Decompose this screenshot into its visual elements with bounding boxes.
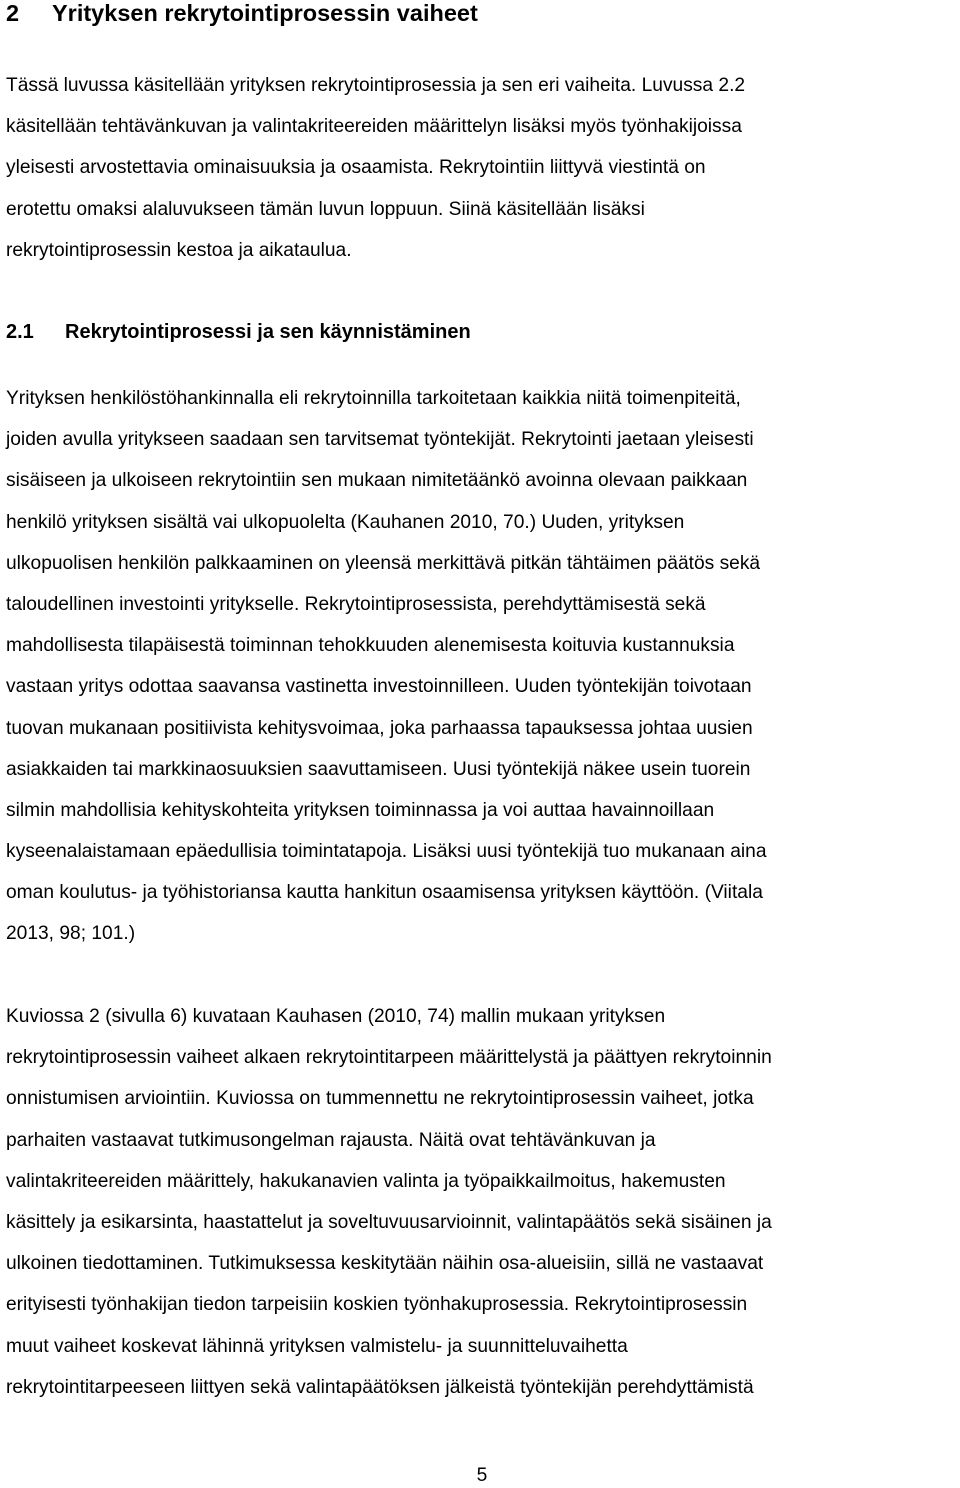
text-line: erotettu omaksi alaluvukseen tämän luvun loppuun. Siinä käsitellään lisäksi xyxy=(6,198,645,220)
text-line: Yrityksen henkilöstöhankinnalla eli rekrytoinnilla tarkoitetaan kaikkia niitä toimenpiteitä, xyxy=(6,388,741,409)
section-heading xyxy=(6,319,471,345)
section-title: Rekrytointiprosessi ja sen käynnistäminen xyxy=(65,321,471,343)
text-line: onnistumisen arviointiin. Kuviossa on tummennettu ne rekrytointiprosessin vaiheet, jotka xyxy=(6,1088,754,1110)
chapter-title: Yrityksen rekrytointiprosessin vaiheet xyxy=(52,0,478,26)
text-line: taloudellinen investointi yritykselle. Rekrytointiprosessista, perehdyttämisestä sekä xyxy=(6,593,706,615)
text-line: silmin mahdollisia kehityskohteita yrityksen toiminnassa ja voi auttaa havainnoillaan xyxy=(6,799,715,821)
text-line: kyseenalaistamaan epäedullisia toimintatapoja. Lisäksi uusi työntekijä tuo mukanaan aina xyxy=(6,841,767,863)
text-line: sisäiseen ja ulkoiseen rekrytointiin sen mukaan nimitetäänkö avoinna olevaan paikkaan xyxy=(6,470,748,492)
intro-paragraph xyxy=(6,65,745,271)
text-line: parhaiten vastaavat tutkimusongelman rajausta. Näitä ovat tehtävänkuvan ja xyxy=(6,1129,656,1151)
text-line: yleisesti arvostettavia ominaisuuksia ja osaamista. Rekrytointiin liittyvä viestintä on xyxy=(6,157,706,179)
text-line: erityisesti työnhakijan tiedon tarpeisiin koskien työnhakuprosessia. Rekrytointiprosessin xyxy=(6,1294,748,1316)
text-line: vastaan yritys odottaa saavansa vastinetta investoinnilleen. Uuden työntekijän toivotaan xyxy=(6,676,752,698)
page-number: 5 xyxy=(476,1465,488,1486)
text-line: asiakkaiden tai markkinaosuuksien saavuttamiseen. Uusi työntekijä näkee usein tuorein xyxy=(6,758,751,780)
text-line: rekrytointiprosessin kestoa ja aikataulua. xyxy=(6,239,352,261)
text-line: ulkopuolisen henkilön palkkaaminen on yleensä merkittävä pitkän tähtäimen päätös sekä xyxy=(6,552,761,574)
text-line: henkilö yrityksen sisältä vai ulkopuolelta (Kauhanen 2010, 70.) Uuden, yrityksen xyxy=(6,511,685,533)
text-line: käsitellään tehtävänkuvan ja valintakriteereiden määrittelyn lisäksi myös työnhakijoissa xyxy=(6,116,742,138)
text-line: käsittely ja esikarsinta, haastattelut ja soveltuvuusarvioinnit, valintapäätös sekä sisäinen ja xyxy=(6,1211,772,1233)
section-number: 2.1 xyxy=(6,321,34,343)
text-line: rekrytointitarpeeseen liittyen sekä valintapäätöksen jälkeistä työntekijän perehdyttämistä xyxy=(6,1376,754,1398)
text-line: muut vaiheet koskevat lähinnä yrityksen valmistelu- ja suunnitteluvaihetta xyxy=(6,1335,628,1357)
chapter-heading xyxy=(6,0,478,27)
text-line: 2013, 98; 101.) xyxy=(6,923,136,945)
chapter-number: 2 xyxy=(6,0,20,26)
text-line: Tässä luvussa käsitellään yrityksen rekrytointiprosessia ja sen eri vaiheita. Luvussa 2.2 xyxy=(6,75,746,96)
text-line: mahdollisesta tilapäisestä toiminnan tehokkuuden alenemisesta koituvia kustannuksia xyxy=(6,635,735,657)
text-line: Kuviossa 2 (sivulla 6) kuvataan Kauhasen (2010, 74) mallin mukaan yrityksen xyxy=(6,1006,666,1027)
text-line: rekrytointiprosessin vaiheet alkaen rekrytointitarpeen määrittelystä ja päättyen rekrytoinnin xyxy=(6,1047,772,1069)
paragraph-1 xyxy=(6,378,767,955)
text-line: tuovan mukanaan positiivista kehitysvoimaa, joka parhaassa tapauksessa johtaa uusien xyxy=(6,717,753,739)
text-line: valintakriteereiden määrittely, hakukanavien valinta ja työpaikkailmoitus, hakemusten xyxy=(6,1170,726,1192)
paragraph-2 xyxy=(6,996,772,1408)
text-line: joiden avulla yritykseen saadaan sen tarvitsemat työntekijät. Rekrytointi jaetaan yleisesti xyxy=(6,429,754,451)
text-line: oman koulutus- ja työhistoriansa kautta hankitun osaamisensa yrityksen käyttöön. (Viitala xyxy=(6,882,763,904)
text-line: ulkoinen tiedottaminen. Tutkimuksessa keskitytään näihin osa-alueisiin, sillä ne vastaavat xyxy=(6,1253,764,1275)
